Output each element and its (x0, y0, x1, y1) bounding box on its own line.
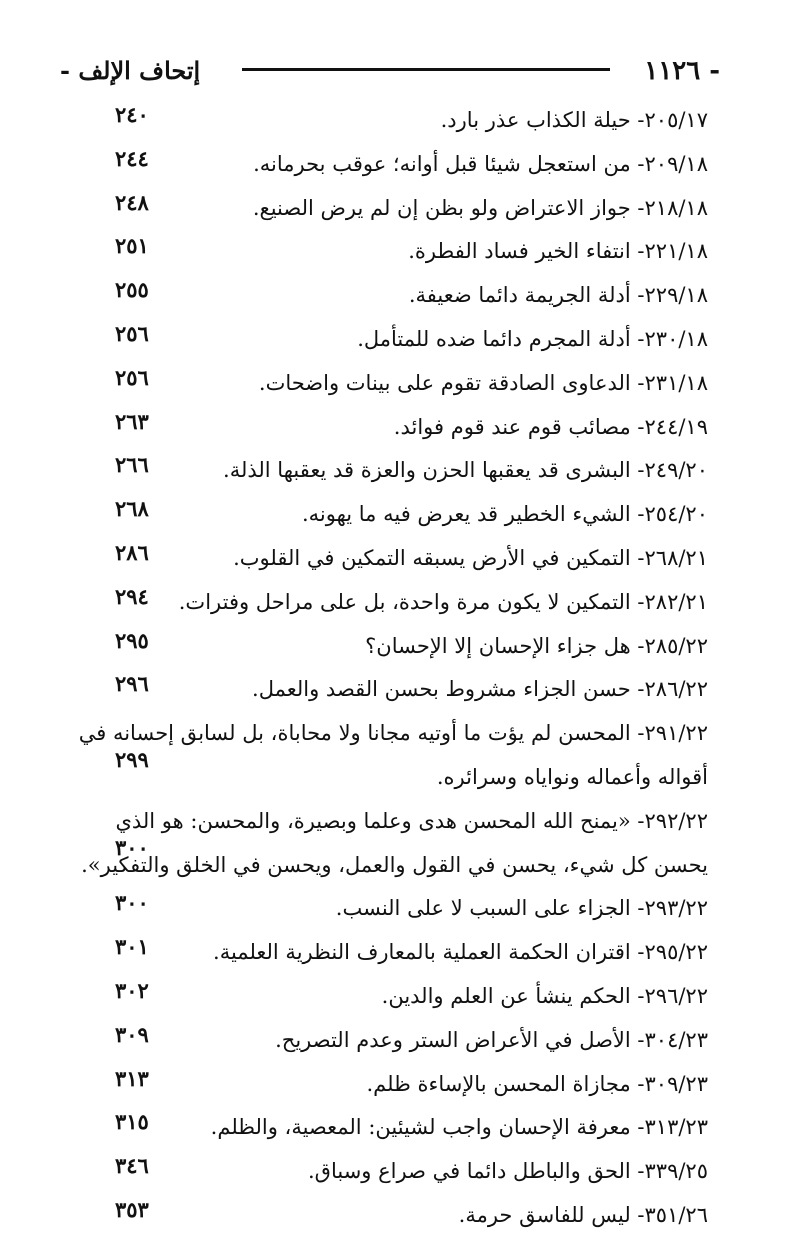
index-entry (0, 671, 803, 715)
entry-text: ٢٤٩/٢٠- البشرى قد يعقبها الحزن والعزة قد يعقبها الذلة. (223, 458, 708, 483)
entry-text: ٢٥٤/٢٠- الشيء الخطير قد يعرض فيه ما يهونه. (301, 502, 708, 527)
entry-text: ٢٠٩/١٨- من استعجل شيئا قبل أوانه؛ عوقب بحرمانه. (253, 151, 708, 176)
book-title: إتحاف الإلف - (60, 56, 201, 85)
entry-page-number: ٢٤٤ (115, 145, 149, 171)
entry-text: ٢٢٩/١٨- أدلة الجريمة دائما ضعيفة. (408, 283, 708, 308)
entry-page-number: ٣٠٠ (115, 890, 149, 916)
entry-text: ٢٢١/١٨- انتفاء الخير فساد الفطرة. (408, 239, 708, 264)
entry-page-number: ٢٥٥ (115, 277, 149, 303)
index-entry (0, 715, 803, 803)
entry-page-number: ٣٠٢ (115, 977, 149, 1003)
entry-page-number: ٣٥٣ (115, 1196, 149, 1222)
entry-text: ٢٨٥/٢٢- هل جزاء الإحسان إلا الإحسان؟ (365, 633, 708, 658)
index-entry (0, 890, 803, 934)
entry-text: ٢٩٢/٢٢- «يمنح الله المحسن هدى وعلما وبصيرة، والمحسن: هو الذي (115, 808, 708, 833)
entry-page-number: ٢٩٤ (115, 583, 149, 609)
index-entry (0, 628, 803, 672)
index-entry (0, 1197, 803, 1241)
entry-page-number: ٢٤٨ (115, 189, 149, 215)
header-rule (242, 68, 610, 71)
index-entry (0, 233, 803, 277)
index-entry (0, 1109, 803, 1153)
index-entry (0, 452, 803, 496)
index-entry (0, 321, 803, 365)
entry-text: ٣١٣/٢٣- معرفة الإحسان واجب لشيئين: المعصية، والظلم. (210, 1115, 708, 1140)
entry-text: ٢٦٨/٢١- التمكين في الأرض يسبقه التمكين في القلوب. (233, 545, 708, 570)
entry-page-number: ٣١٥ (115, 1109, 149, 1135)
entry-page-number: ٢٥٦ (115, 320, 149, 346)
index-entry (0, 978, 803, 1022)
entry-page-number: ٢٥١ (115, 233, 149, 259)
entry-text: ٢٩٥/٢٢- اقتران الحكمة العملية بالمعارف النظرية العلمية. (213, 940, 708, 965)
entry-page-number: ٢٩٦ (115, 671, 149, 697)
entry-text: ٢٩٦/٢٢- الحكم ينشأ عن العلم والدين. (381, 983, 708, 1008)
entry-text: ٢٣١/١٨- الدعاوى الصادقة تقوم على بينات واضحات. (258, 370, 708, 395)
index-entry (0, 102, 803, 146)
entry-text: ٢٣٠/١٨- أدلة المجرم دائما ضده للمتأمل. (357, 326, 708, 351)
index-entry (0, 1153, 803, 1197)
entry-text: يحسن كل شيء، يحسن في القول والعمل، ويحسن في الخلق والتفكير». (81, 852, 708, 877)
entry-page-number: ٣٤٦ (115, 1153, 149, 1179)
index-entry (0, 365, 803, 409)
page-number: - ١١٢٦ (644, 56, 720, 86)
index-entry (0, 190, 803, 234)
entry-page-number: ٢٦٨ (115, 496, 149, 522)
entry-text: ٢٩١/٢٢- المحسن لم يؤت ما أوتيه مجانا ولا محاباة، بل لسابق إحسانه في (78, 721, 708, 746)
index-entry (0, 409, 803, 453)
entry-text: ٢٨٢/٢١- التمكين لا يكون مرة واحدة، بل على مراحل وفترات. (178, 589, 708, 614)
entry-text: ٣٠٩/٢٣- مجازاة المحسن بالإساءة ظلم. (366, 1071, 708, 1096)
index-entry (0, 584, 803, 628)
index-entry (0, 277, 803, 321)
entry-text: ٢٩٣/٢٢- الجزاء على السبب لا على النسب. (335, 896, 708, 921)
entry-text: ٢٤٤/١٩- مصائب قوم عند قوم فوائد. (393, 414, 708, 439)
entry-page-number: ٢٦٦ (115, 452, 149, 478)
entry-page-number: ٣٠٩ (115, 1021, 149, 1047)
index-entry (0, 1022, 803, 1066)
entry-page-number: ٢٩٩ (115, 746, 149, 772)
index-entries (0, 102, 803, 1241)
entry-text: ٢٨٦/٢٢- حسن الجزاء مشروط بحسن القصد والعمل. (252, 677, 708, 702)
entry-page-number: ٣٠١ (115, 934, 149, 960)
index-entry (0, 1066, 803, 1110)
entry-page-number: ٢٦٣ (115, 408, 149, 434)
entry-page-number: ٢٥٦ (115, 364, 149, 390)
entry-text: ٣٥١/٢٦- ليس للفاسق حرمة. (458, 1202, 708, 1227)
entry-page-number: ٢٨٦ (115, 539, 149, 565)
entry-page-number: ٢٤٠ (115, 102, 149, 127)
entry-text: ٣٠٤/٢٣- الأصل في الأعراض الستر وعدم التصريح. (275, 1027, 708, 1052)
index-entry (0, 803, 803, 891)
entry-text: ٢١٨/١٨- جواز الاعتراض ولو بظن إن لم يرض الصنيع. (252, 195, 708, 220)
entry-text: ٢٠٥/١٧- حيلة الكذاب عذر بارد. (440, 108, 708, 132)
entry-page-number: ٣١٣ (115, 1065, 149, 1091)
entry-text: ٣٣٩/٢٥- الحق والباطل دائما في صراع وسباق. (308, 1159, 708, 1184)
index-entry (0, 934, 803, 978)
page-header (60, 52, 720, 92)
index-entry (0, 146, 803, 190)
index-entry (0, 540, 803, 584)
entry-text: أقواله وأعماله ونواياه وسرائره. (436, 764, 708, 789)
index-entry (0, 496, 803, 540)
entry-page-number: ٢٩٥ (115, 627, 149, 653)
entry-page-number: ٣٠٠ (115, 834, 149, 860)
